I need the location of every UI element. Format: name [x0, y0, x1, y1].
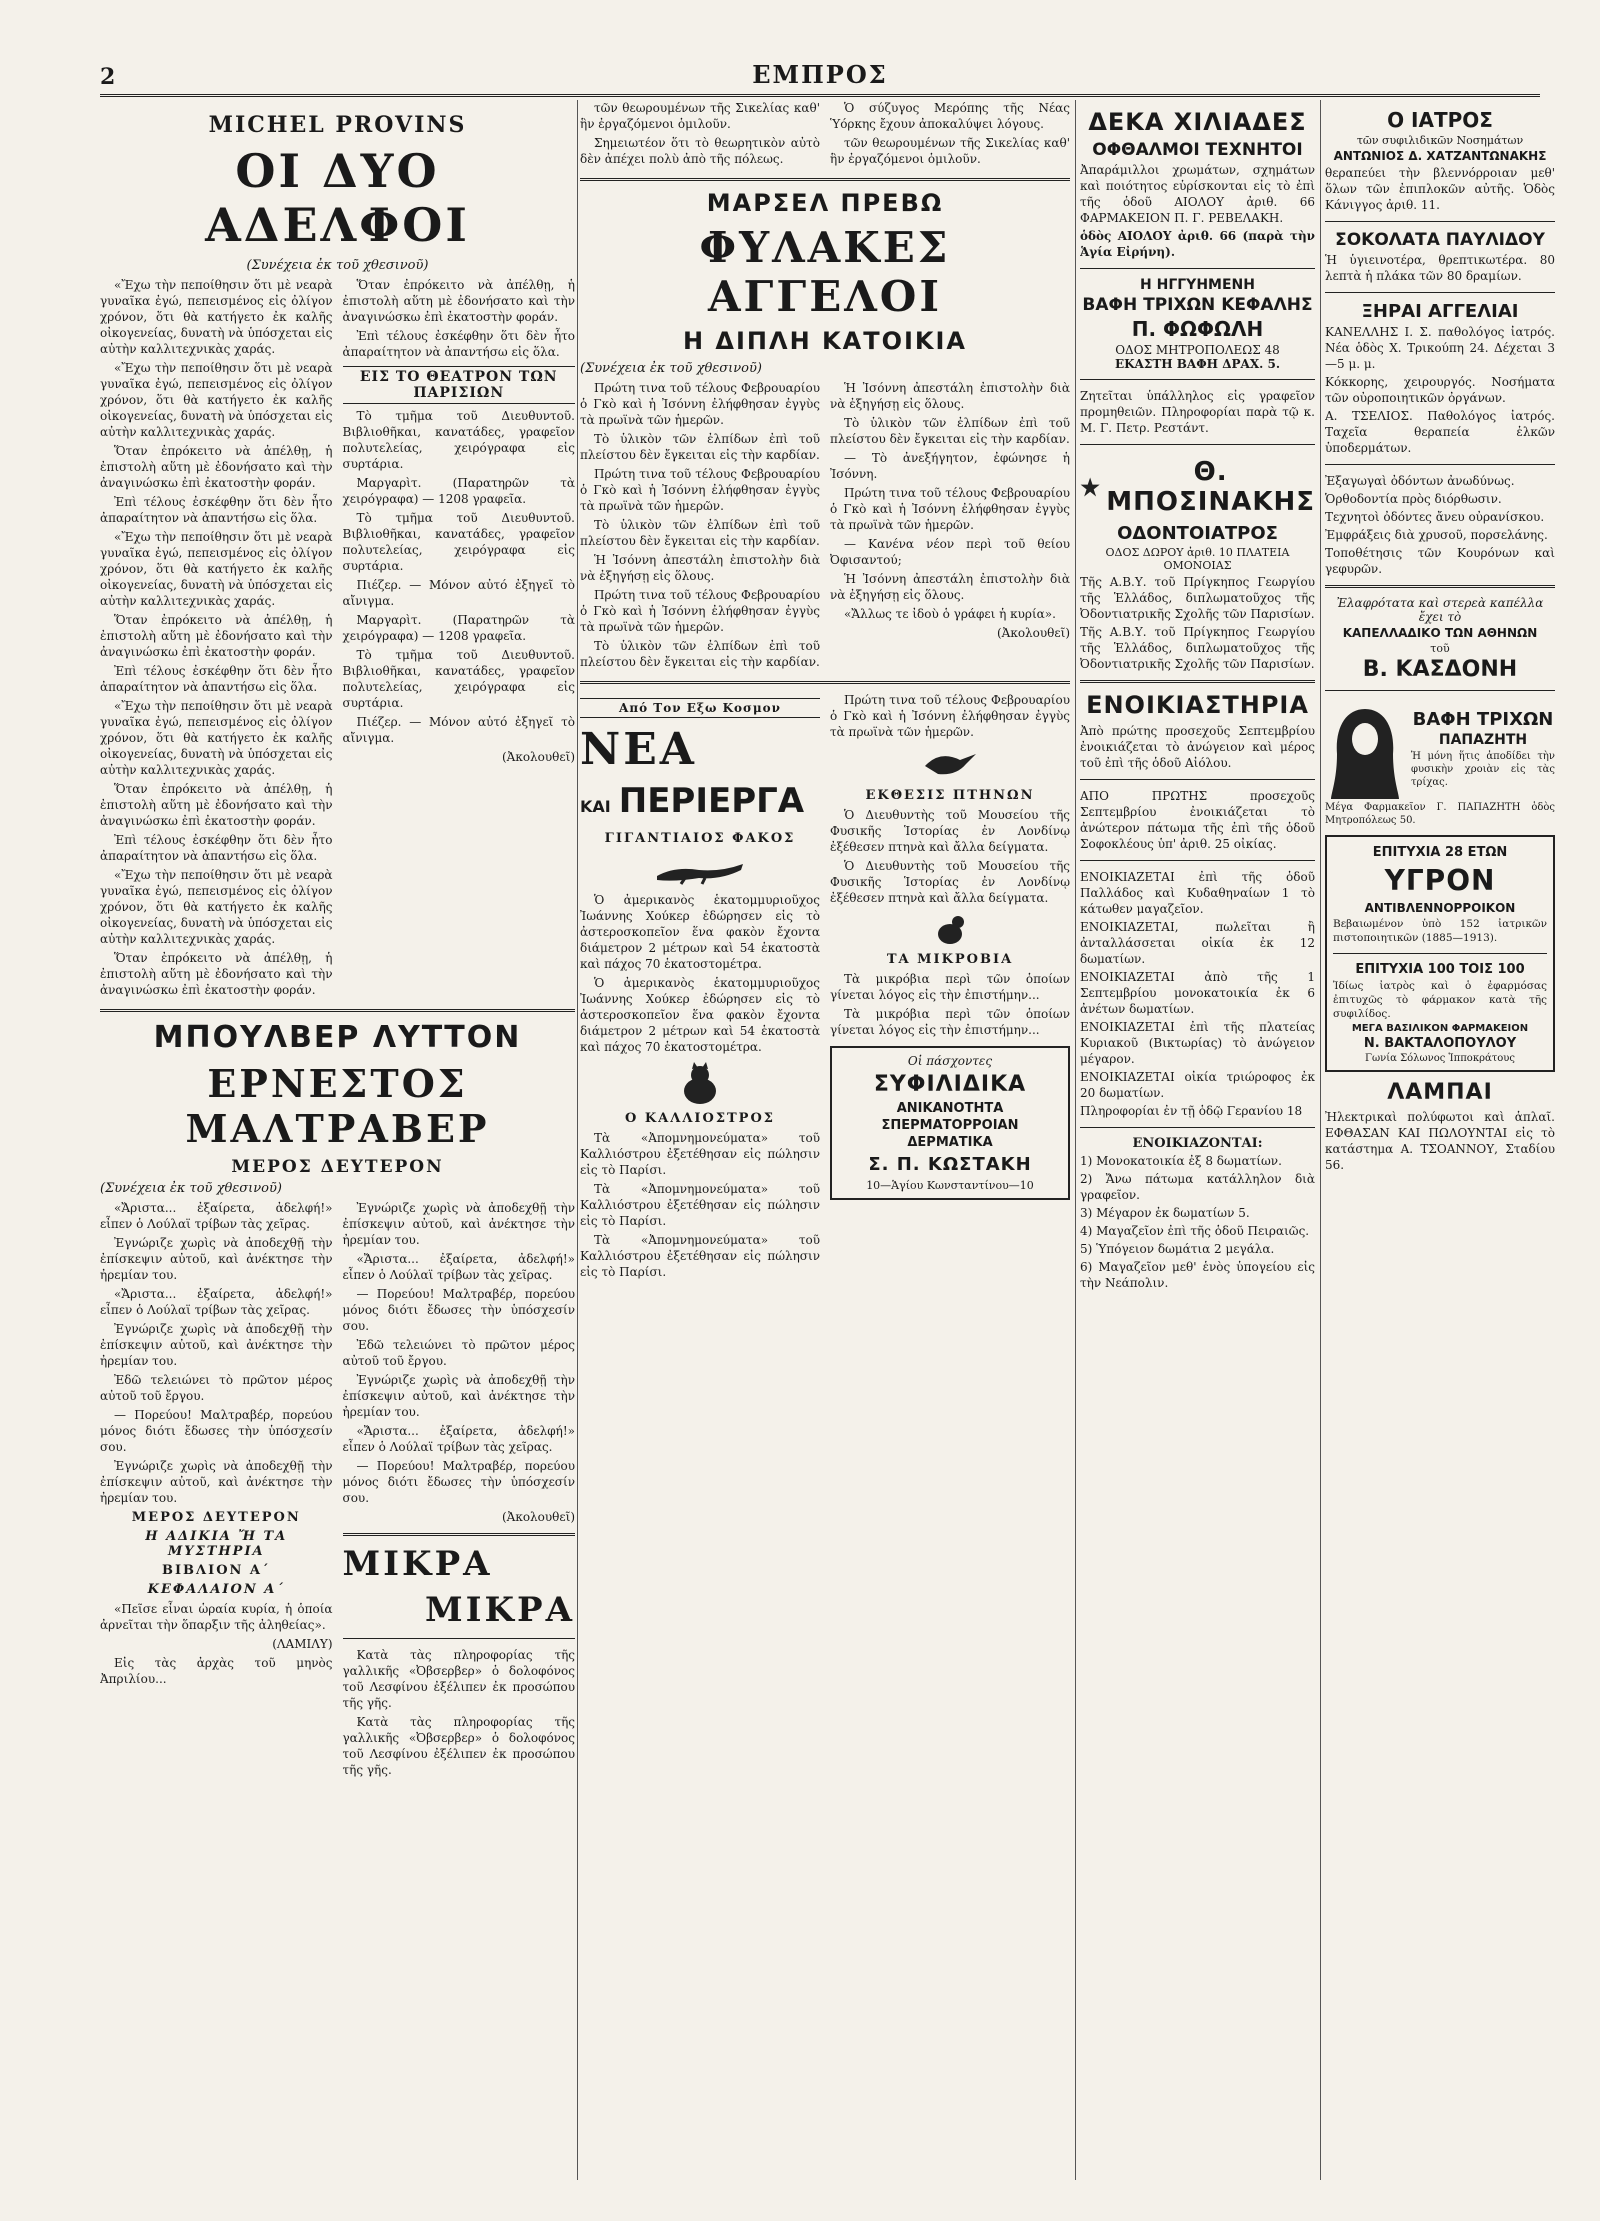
- ad-address: 10—Ἁγίου Κωνσταντίνου—10: [866, 1179, 1034, 1192]
- paragraph: Σημειωτέον ὅτι τὸ θεωρητικὸν αὐτὸ δὲν ἀπέχει πολὺ ἀπὸ τῆς πόλεως.: [580, 136, 820, 166]
- news-item-text: Τὰ «Ἀπομνημονεύματα» τοῦ Καλλιόστρου ἐξετέθησαν εἰς πώλησιν εἰς τὸ Παρίσι.: [580, 1182, 820, 1228]
- novel-title: ΟΙ ΔΥΟ ΑΔΕΛΦΟΙ: [205, 144, 470, 252]
- rent-list-item: 6) Μαγαζεῖον μεθ' ἑνὸς ὑπογείου εἰς τὴν Νεάπολιν.: [1080, 1260, 1315, 1290]
- rent-list-item: 3) Μέγαρον ἐκ δωματίων 5.: [1080, 1206, 1250, 1220]
- paragraph: Ἐπὶ τέλους ἐσκέφθην ὅτι δὲν ἦτο ἀπαραίτητον νὰ ἀπαντήσω εἰς ὅλα.: [100, 833, 333, 863]
- hat-ad-of: τοῦ: [1430, 642, 1450, 655]
- remedy-pre: ΕΠΙΤΥΧΙΑ 28 ΕΤΩΝ: [1372, 845, 1508, 860]
- paragraph: Πρώτη τινα τοῦ τέλους Φεβρουαρίου ὁ Γκὸ καὶ ἡ Ἰσόννη ἐλήφθησαν ἐγγὺς τὰ πρωϊνὰ τῶν ἡμερῶν.: [580, 381, 820, 427]
- ad-sub: ΑΝΙΚΑΝΟΤΗΤΑ: [896, 1101, 1004, 1116]
- paragraph: Ἐδῶ τελειώνει τὸ πρῶτον μέρος αὐτοῦ τοῦ ἔργου.: [100, 1373, 333, 1403]
- paragraph: Πρώτη τινα τοῦ τέλους Φεβρουαρίου ὁ Γκὸ καὶ ἡ Ἰσόννη ἐλήφθησαν ἐγγὺς τὰ πρωϊνὰ τῶν ἡμερῶν.: [580, 467, 820, 513]
- classified-text: Α. ΤΣΕΛΙΟΣ. Παθολόγος ἰατρός. Ταχεῖα θεραπεία ἑλκῶν ὑποδερμάτων.: [1325, 409, 1555, 455]
- to-be-continued: (Ἀκολουθεῖ): [501, 750, 575, 764]
- hairdye-ad-price: ΕΚΑΣΤΗ ΒΑΦΗ ΔΡΑΧ. 5.: [1114, 357, 1281, 371]
- news-item-text: Ὁ Διευθυντὴς τοῦ Μουσείου τῆς Φυσικῆς Ἱστορίας ἐν Λονδίνῳ ἐξέθεσεν πτηνὰ καὶ ἄλλα δείγματα.: [830, 859, 1070, 905]
- paragraph: — Πορεύου! Μαλτραβέρ, πορεύου μόνος διότι ἔδωσες τὴν ὑπόσχεσίν σου.: [100, 1408, 333, 1454]
- paragraph: Εἰς τὰς ἀρχὰς τοῦ μηνὸς Ἀπριλίου...: [100, 1656, 333, 1686]
- success-title: ΕΠΙΤΥΧΙΑ 100 ΤΟΙΣ 100: [1355, 962, 1525, 977]
- serial-author: ΜΠΟΥΛΒΕΡ ΛΥΤΤΟΝ: [153, 1020, 522, 1055]
- section-heading: Από Τον Εξω Κοσμον: [580, 698, 820, 718]
- dentist-text: Τῆς Α.Β.Υ. τοῦ Πρίγκηπος Γεωργίου τῆς Ἑλλάδος, διπλωματοῦχος τῆς Ὀδοντιατρικῆς Σχολῆς τῶν Παρισίων.: [1080, 575, 1315, 621]
- remedy-sub: ΑΝΤΙΒΛΕΝΝΟΡΡΟΙΚΟΝ: [1364, 901, 1516, 915]
- paragraph: Ἐδῶ τελειώνει τὸ πρῶτον μέρος αὐτοῦ τοῦ ἔργου.: [342, 1338, 575, 1368]
- serial-title: ΕΡΝΕΣΤΟΣ ΜΑΛΤΡΑΒΕΡ: [185, 1061, 490, 1151]
- news-item-text: Τὰ μικρόβια περὶ τῶν ὁποίων γίνεται λόγος εἰς τὴν ἐπιστήμην...: [830, 972, 1070, 1002]
- paragraph: «Ἄριστα... ἐξαίρετα, ἀδελφή!» εἶπεν ὁ Λούλαϊ τρίβων τὰς χεῖρας.: [342, 1252, 575, 1282]
- news-item-heading: ΤΑ ΜΙΚΡΟΒΙΑ: [886, 952, 1014, 967]
- paragraph: «Ἔχω τὴν πεποίθησιν ὅτι μὲ νεαρὰ γυναῖκα ἐγώ, πεπεισμένος εἰς ὀλίγον χρόνον, ὅτι θὰ κατήγετο ἐκ καλῆς οἰκογενείας, δυνατὴ νὰ ὑπόσχεται εἰς αὐτὴν καλλιτεχνικὰς χαράς.: [100, 361, 333, 439]
- paragraph: «Ἔχω τὴν πεποίθησιν ὅτι μὲ νεαρὰ γυναῖκα ἐγώ, πεπεισμένος εἰς ὀλίγον χρόνον, ὅτι θὰ κατήγετο ἐκ καλῆς οἰκογενείας, δυνατὴ νὰ ὑπόσχεται εἰς αὐτὴν καλλιτεχνικὰς χαράς.: [100, 278, 333, 356]
- hat-ad-name: Β. ΚΑΣΔΟΝΗ: [1362, 657, 1518, 682]
- news-item-text: Τὰ «Ἀπομνημονεύματα» τοῦ Καλλιόστρου ἐξετέθησαν εἰς πώλησιν εἰς τὸ Παρίσι.: [580, 1233, 820, 1279]
- remedy-text: Βεβαιωμένον ὑπὸ 152 ἰατρικῶν πιστοποιητικῶν (1885—1913).: [1333, 918, 1547, 944]
- column-4: [1325, 100, 1555, 2180]
- paragraph: — Τὸ ἀνεξήγητον, ἐφώνησε ἡ Ἰσόννη.: [830, 451, 1070, 481]
- dental-item: Ἐμφράξεις διὰ χρυσοῦ, πορσελάνης.: [1325, 528, 1548, 542]
- eyes-ad-title: ΔΕΚΑ ΧΙΛΙΑΔΕΣ: [1088, 108, 1307, 136]
- hairdye-ad-name: Π. ΦΩΦΩΛΗ: [1131, 317, 1264, 341]
- book-number: ΒΙΒΛΙΟΝ Α΄: [161, 1563, 271, 1578]
- paragraph: Ἡ Ἰσόννη ἀπεστάλη ἐπιστολὴν διὰ νὰ ἐξηγήσῃ εἰς ὅλους.: [580, 553, 820, 583]
- paragraph: Τὸ ὑλικὸν τῶν ἐλπίδων ἐπὶ τοῦ πλείστου δὲν ἔγκειται εἰς τὴν καρδίαν.: [580, 432, 820, 462]
- paragraph: Ὅταν ἐπρόκειτο νὰ ἀπέλθῃ, ἡ ἐπιστολὴ αὕτη μὲ ἐδονήσατο καὶ τὴν ἀναγινώσκω ἐπὶ ἐκατοστὴν φοράν.: [100, 951, 333, 997]
- rentals-heading: ΕΝΟΙΚΙΑΣΤΗΡΙΑ: [1086, 691, 1309, 719]
- doctor-ad-pre: τῶν συφιλιδικῶν Νοσημάτων: [1356, 134, 1524, 147]
- remedy-ad: [1325, 835, 1555, 1072]
- news-item-text: Τὰ «Ἀπομνημονεύματα» τοῦ Καλλιόστρου ἐξετέθησαν εἰς πώλησιν εἰς τὸ Παρίσι.: [580, 1131, 820, 1177]
- paragraph: Ἐγνώριζε χωρὶς νὰ ἀποδεχθῇ τὴν ἐπίσκεψιν αὐτοῦ, καὶ ἀνέκτησε τὴν ἠρεμίαν του.: [342, 1201, 575, 1247]
- hairdye-ad-title: Η ΗΓΓΥΗΜΕΝΗ: [1140, 277, 1255, 293]
- column-3: [1080, 100, 1315, 2180]
- rental-item: ΕΝΟΙΚΙΑΖΕΤΑΙ ἐπὶ τῆς πλατείας Κυριακοῦ (Βικτωρίας) τὸ ἀνώγειον μέγαρον.: [1080, 1020, 1315, 1066]
- paragraph: Ὁ σύζυγος Μερόπης τῆς Νέας Ὑόρκης ἔχουν ἀποκαλύψει λόγους.: [830, 101, 1070, 131]
- paragraph: Ἡ Ἰσόννη ἀπεστάλη ἐπιστολὴν διὰ νὰ ἐξηγήσῃ εἰς ὅλους.: [830, 381, 1070, 411]
- chick-illustration: [830, 912, 1070, 946]
- paragraph: Τὸ τμῆμα τοῦ Διευθυντοῦ. Βιβλιοθῆκαι, κανατάδες, γραφεῖον πολυτελείας, χειρόγραφα εἰς συρτάρια.: [342, 409, 575, 471]
- success-text: Ἰδίως ἰατρὸς καὶ ὁ ἐφαρμόσας ἐπιτυχῶς τὸ φάρμακον κατὰ τῆς συφιλίδος.: [1333, 980, 1547, 1020]
- paragraph: Ἐπὶ τέλους ἐσκέφθην ὅτι δὲν ἦτο ἀπαραίτητον νὰ ἀπαντήσω εἰς ὅλα.: [100, 495, 333, 525]
- paragraph: «Ἄριστα... ἐξαίρετα, ἀδελφή!» εἶπεν ὁ Λούλαϊ τρίβων τὰς χεῖρας.: [342, 1424, 575, 1454]
- paragraph: Ἐγνώριζε χωρὶς νὰ ἀποδεχθῇ τὴν ἐπίσκεψιν αὐτοῦ, καὶ ἀνέκτησε τὴν ἠρεμίαν του.: [100, 1322, 333, 1368]
- paragraph: Ὅταν ἐπρόκειτο νὰ ἀπέλθῃ, ἡ ἐπιστολὴ αὕτη μὲ ἐδονήσατο καὶ τὴν ἀναγινώσκω ἐπὶ ἐκατοστὴν φοράν.: [100, 782, 333, 828]
- ad-pre: Οἱ πάσχοντες: [907, 1054, 993, 1068]
- hairdye-title: ΒΑΦΗ ΤΡΙΧΩΝ: [1412, 709, 1554, 730]
- paragraph: — Κανένα νέον περὶ τοῦ θείου Ὀφισαντού;: [830, 537, 1070, 567]
- continued-note: (Συνέχεια ἐκ τοῦ χθεσινοῦ): [246, 258, 429, 273]
- paragraph: Πρώτη τινα τοῦ τέλους Φεβρουαρίου ὁ Γκὸ καὶ ἡ Ἰσόννη ἐλήφθησαν ἐγγὺς τὰ πρωϊνὰ τῶν ἡμερῶν.: [580, 588, 820, 634]
- novel-title: ΦΥΛΑΚΕΣ ΑΓΓΕΛΟΙ: [699, 223, 951, 321]
- paragraph: «Ἄριστα... ἐξαίρετα, ἀδελφή!» εἶπεν ὁ Λούλαϊ τρίβων τὰς χεῖρας.: [100, 1287, 333, 1317]
- paragraph: Μαργαρὶτ. (Παρατηρῶν τὰ χειρόγραφα) — 1208 γραφεῖα.: [342, 476, 575, 506]
- wanted-ad: Ζητεῖται ὑπάλληλος εἰς γραφεῖον προμηθειῶν. Πληροφορίαι παρὰ τῷ κ. Μ. Γ. Πετρ. Ρεστάντ.: [1080, 389, 1315, 435]
- hairdye-text: Ἡ μόνη ἥτις ἀποδίδει τὴν φυσικὴν χροιὰν εἰς τὰς τρίχας.: [1411, 751, 1555, 788]
- paragraph: Ὅταν ἐπρόκειτο νὰ ἀπέλθῃ, ἡ ἐπιστολὴ αὕτη μὲ ἐδονήσατο καὶ τὴν ἀναγινώσκω ἐπὶ ἐκατοστὴν φοράν.: [100, 444, 333, 490]
- mikra-heading-2: ΜΙΚΡΑ: [424, 1590, 575, 1630]
- pharmacy-title: ΜΕΓΑ ΒΑΣΙΛΙΚΟΝ ΦΑΡΜΑΚΕΙΟΝ: [1351, 1023, 1529, 1034]
- epigraph-author: (ΛΑΜΙΛΥ): [272, 1637, 333, 1651]
- chocolate-ad-title: ΣΟΚΟΛΑΤΑ ΠΑΥΛΙΔΟΥ: [1335, 230, 1545, 250]
- continued-note: (Συνέχεια ἐκ τοῦ χθεσινοῦ): [100, 1181, 282, 1196]
- paragraph: Ἐγνώριζε χωρὶς νὰ ἀποδεχθῇ τὴν ἐπίσκεψιν αὐτοῦ, καὶ ἀνέκτησε τὴν ἠρεμίαν του.: [100, 1236, 333, 1282]
- two-col-text: [100, 277, 575, 1001]
- to-be-continued: (Ἀκολουθεῖ): [996, 626, 1070, 640]
- dentist-text: Τῆς Α.Β.Υ. τοῦ Πρίγκηπος Γεωργίου τῆς Ἑλλάδος, διπλωματοῦχος τῆς Ὀδοντιατρικῆς Σχολῆς τῶν Παρισίων.: [1080, 625, 1315, 671]
- paragraph: Ἐγνώριζε χωρὶς νὰ ἀποδεχθῇ τὴν ἐπίσκεψιν αὐτοῦ, καὶ ἀνέκτησε τὴν ἠρεμίαν του.: [100, 1459, 333, 1505]
- hairdye-ad-address: ΟΔΟΣ ΜΗΤΡΟΠΟΛΕΩΣ 48: [1115, 343, 1280, 357]
- woman-portrait-icon: [1325, 699, 1405, 799]
- theatre-heading: ΕΙΣ ΤΟ ΘΕΑΤΡΟΝ ΤΩΝ ΠΑΡΙΣΙΩΝ: [343, 366, 576, 404]
- news-item-heading: Ο ΚΑΛΛΙΟΣΤΡΟΣ: [625, 1111, 775, 1126]
- chapter-heading: ΚΕΦΑΛΑΙΟΝ Α΄: [147, 1582, 285, 1597]
- pharmacy-address: Γωνία Σόλωνος Ἱπποκράτους: [1365, 1053, 1515, 1064]
- doctor-ad-title: Ο ΙΑΤΡΟΣ: [1387, 108, 1493, 132]
- ad-doctor: Σ. Π. ΚΩΣΤΑΚΗ: [868, 1154, 1032, 1175]
- paragraph: Κατὰ τὰς πληροφορίας τῆς γαλλικῆς «Ὀβσερβερ» ὁ δολοφόνος τοῦ Λεσφίνου ἐξέλιπεν ἐκ προσώπου τῆς γῆς.: [342, 1715, 575, 1777]
- dentist-name: Θ. ΜΠΟΣΙΝΑΚΗΣ: [1106, 457, 1315, 517]
- paragraph: Κατὰ τὰς πληροφορίας τῆς γαλλικῆς «Ὀβσερβερ» ὁ δολοφόνος τοῦ Λεσφίνου ἐξέλιπεν ἐκ προσώπου τῆς γῆς.: [342, 1648, 575, 1710]
- hat-ad-pre: Ἐλαφρότατα καὶ στερεὰ καπέλλα ἔχει τὸ: [1336, 596, 1544, 624]
- eyes-ad-address: ὁδὸς ΑΙΟΛΟΥ ἀριθ. 66 (παρὰ τὴν Ἁγία Εἰρήνη).: [1080, 229, 1315, 259]
- rental-item: ΕΝΟΙΚΙΑΖΕΤΑΙ ἐπὶ τῆς ὁδοῦ Παλλάδος καὶ Κυδαθηναίων 1 τὸ κάτωθεν μαγαζεῖον.: [1080, 870, 1315, 916]
- column-2: [580, 100, 1070, 2180]
- column-divider: [577, 100, 578, 2180]
- two-col-text: [100, 1200, 575, 1781]
- lamps-title: ΛΑΜΠΑΙ: [1387, 1080, 1493, 1105]
- classifieds-heading: ΞΗΡΑΙ ΑΓΓΕΛΙΑΙ: [1361, 301, 1519, 322]
- eyes-ad-sub: ΟΦΘΑΛΜΟΙ ΤΕΧΝΗΤΟΙ: [1092, 140, 1303, 160]
- dentist-address: ΟΔΟΣ ΔΩΡΟΥ ἀριθ. 10 ΠΛΑΤΕΙΑ ΟΜΟΝΟΙΑΣ: [1105, 546, 1290, 572]
- syphilis-ad: [830, 1046, 1070, 1200]
- paragraph: — Πορεύου! Μαλτραβέρ, πορεύου μόνος διότι ἔδωσες τὴν ὑπόσχεσίν σου.: [342, 1287, 575, 1333]
- dental-item: Ἐξαγωγαὶ ὀδόντων ἀνωδύνως.: [1325, 474, 1515, 488]
- dentist-sub: ΟΔΟΝΤΟΙΑΤΡΟΣ: [1117, 523, 1278, 544]
- paragraph: τῶν θεωρουμένων τῆς Σικελίας καθ' ἣν ἐργαζόμενοι ὁμιλοῦν.: [830, 136, 1070, 166]
- two-col-text: [580, 380, 1070, 673]
- to-be-continued: (Ἀκολουθεῖ): [501, 1510, 575, 1524]
- dentist-ad-header: [1080, 453, 1315, 521]
- paragraph: Ἐπὶ τέλους ἐσκέφθην ὅτι δὲν ἦτο ἀπαραίτητον νὰ ἀπαντήσω εἰς ὅλα.: [100, 664, 333, 694]
- paragraph: Ἐπὶ τέλους ἐσκέφθην ὅτι δὲν ἦτο ἀπαραίτητον νὰ ἀπαντήσω εἰς ὅλα.: [342, 329, 575, 359]
- paragraph: Τὸ ὑλικὸν τῶν ἐλπίδων ἐπὶ τοῦ πλείστου δὲν ἔγκειται εἰς τὴν καρδίαν.: [580, 518, 820, 548]
- dental-item: Τεχνητοὶ ὀδόντες ἄνευ οὐρανίσκου.: [1325, 510, 1545, 524]
- hairdye-ad-2: [1325, 699, 1555, 799]
- page-number: 2: [100, 64, 116, 90]
- rent-list-item: 4) Μαγαζεῖον ἐπὶ τῆς ὁδοῦ Πειραιῶς.: [1080, 1224, 1310, 1238]
- column-divider: [1320, 100, 1321, 2180]
- masthead: [100, 60, 1540, 97]
- news-item-heading: ΓΙΓΑΝΤΙΑΙΟΣ ΦΑΚΟΣ: [604, 831, 796, 846]
- news-item-text: Ὁ ἀμερικανὸς ἑκατομμυριοῦχος Ἰωάννης Χούκερ ἐδώρησεν εἰς τὸ ἀστεροσκοπεῖον ἕνα φακὸν ἔχοντα διάμετρον 2 μέτρων καὶ 54 ἑκατοστὰ καὶ πάχος 70 ἑκατοστομέτρα.: [580, 976, 820, 1054]
- book-heading: Η ΑΔΙΚΙΑ Ἤ ΤΑ ΜΥΣΤΗΡΙΑ: [145, 1529, 288, 1559]
- crocodile-illustration: [580, 852, 820, 886]
- column-1: [100, 100, 575, 2180]
- doctor-ad-text: θεραπεύει τὴν βλεννόρροιαν μεθ' ὅλων τῶν ἐπιπλοκῶν αὐτῆς. Ὁδὸς Κάνιγγος ἀριθ. 11.: [1325, 166, 1555, 212]
- paragraph: Τὸ ὑλικὸν τῶν ἐλπίδων ἐπὶ τοῦ πλείστου δὲν ἔγκειται εἰς τὴν καρδίαν.: [830, 416, 1070, 446]
- two-col-text: [580, 692, 1070, 1283]
- chocolate-ad-text: Ἡ ὑγιεινοτέρα, θρεπτικωτέρα. 80 λεπτὰ ἡ πλάκα τῶν 80 δραμίων.: [1325, 253, 1555, 283]
- paragraph: Ὅταν ἐπρόκειτο νὰ ἀπέλθῃ, ἡ ἐπιστολὴ αὕτη μὲ ἐδονήσατο καὶ τὴν ἀναγινώσκω ἐπὶ ἐκατοστὴν φοράν.: [100, 613, 333, 659]
- novel-author: ΜΑΡΣΕΛ ΠΡΕΒΩ: [706, 189, 944, 217]
- novel-subtitle: Η ΔΙΠΛΗ ΚΑΤΟΙΚΙΑ: [682, 327, 968, 355]
- paragraph: Τὸ τμῆμα τοῦ Διευθυντοῦ. Βιβλιοθῆκαι, κανατάδες, γραφεῖον πολυτελείας, χειρόγραφα εἰς συρτάρια.: [342, 648, 575, 710]
- dental-item: Ὁρθοδοντία πρὸς διόρθωσιν.: [1325, 492, 1502, 506]
- mikra-heading: ΜΙΚΡΑ: [342, 1544, 493, 1584]
- rental-item: ΕΝΟΙΚΙΑΖΕΤΑΙ ἀπὸ τῆς 1 Σεπτεμβρίου μονοκατοικία ἐκ 6 ἀνέτων δωματίων.: [1080, 970, 1315, 1016]
- paragraph: Τὸ τμῆμα τοῦ Διευθυντοῦ. Βιβλιοθῆκαι, κανατάδες, γραφεῖον πολυτελείας, χειρόγραφα εἰς συρτάρια.: [342, 511, 575, 573]
- paragraph: Πιέζερ. — Μόνον αὐτό ἐξηγεῖ τὸ αἴνιγμα.: [342, 578, 575, 608]
- paragraph: Πρώτη τινα τοῦ τέλους Φεβρουαρίου ὁ Γκὸ καὶ ἡ Ἰσόννη ἐλήφθησαν ἐγγὺς τὰ πρωϊνὰ τῶν ἡμερῶν.: [830, 693, 1070, 739]
- rental-item: ΕΝΟΙΚΙΑΖΕΤΑΙ, πωλεῖται ἢ ἀνταλλάσσεται οἰκία ἐκ 12 δωματίων.: [1080, 920, 1315, 966]
- part-heading: ΜΕΡΟΣ ΔΕΥΤΕΡΟΝ: [131, 1510, 301, 1525]
- star-ornament-icon: [1080, 470, 1100, 504]
- ad-sub: ΔΕΡΜΑΤΙΚΑ: [907, 1135, 993, 1150]
- hairdye-ad-sub: ΒΑΦΗ ΤΡΙΧΩΝ ΚΕΦΑΛΗΣ: [1082, 295, 1313, 315]
- lamps-text: Ἠλεκτρικαὶ πολύφωτοι καὶ ἁπλαῖ. ΕΦΘΑΣΑΝ ΚΑΙ ΠΩΛΟΥΝΤΑΙ εἰς τὸ κατάστημα Α. ΤΣΟΑΝΝΟΥ, Σταδίου 56.: [1325, 1110, 1555, 1172]
- paragraph: Τὸ ὑλικὸν τῶν ἐλπίδων ἐπὶ τοῦ πλείστου δὲν ἔγκειται εἰς τὴν καρδίαν.: [580, 639, 820, 669]
- news-title: ΝΕΑ: [580, 724, 697, 775]
- rental-item: ΑΠΟ ΠΡΩΤΗΣ προσεχοῦς Σεπτεμβρίου ἐνοικιάζεται τὸ ἀνώτερον πάτωμα τῆς ἐπὶ τῆς ὁδοῦ Σοφοκλέους ὑπ' ἀριθ. 25 οἰκίας.: [1080, 789, 1315, 851]
- rental-item: Ἀπὸ πρώτης προσεχοῦς Σεπτεμβρίου ἐνοικιάζεται τὸ ἀνώγειον καὶ μέρος τοῦ ἐπὶ τῆς ὁδοῦ Αἰόλου.: [1080, 724, 1315, 770]
- dental-item: Τοποθέτησις τῶν Κουρόνων καὶ γεφυρῶν.: [1325, 546, 1555, 576]
- rental-item: ΕΝΟΙΚΙΑΖΕΤΑΙ οἰκία τριώροφος ἐκ 20 δωματίων.: [1080, 1070, 1315, 1100]
- doctor-ad-name: ΑΝΤΩΝΙΟΣ Δ. ΧΑΤΖΑΝΤΩΝΑΚΗΣ: [1333, 149, 1547, 163]
- rent-list-item: 1) Μονοκατοικία ἐξ 8 δωματίων.: [1080, 1154, 1282, 1168]
- serial-part: ΜΕΡΟΣ ΔΕΥΤΕΡΟΝ: [231, 1157, 444, 1177]
- paragraph: τῶν θεωρουμένων τῆς Σικελίας καθ' ἣν ἐργαζόμενοι ὁμιλοῦν.: [580, 101, 820, 131]
- paragraph: Ἡ Ἰσόννη ἀπεστάλη ἐπιστολὴν διὰ νὰ ἐξηγήσῃ εἰς ὅλους.: [830, 572, 1070, 602]
- hairdye-name: ΠΑΠΑΖΗΤΗ: [1438, 732, 1528, 748]
- eyes-ad-text: Ἀπαράμιλλοι χρωμάτων, σχημάτων καὶ ποιότητος εὑρίσκονται εἰς τὸ ἐπὶ τῆς ὁδοῦ ΑΙΟΛΟΥ ἀριθ. 66 ΦΑΡΜΑΚΕΙΟΝ Π. Γ. ΡΕΒΕΛΑΚΗ.: [1080, 163, 1315, 225]
- epigraph: «Πεῖσε εἶναι ὡραία κυρία, ἡ ὁποία ἀρνεῖται τὴν ὅπαρξιν τῆς ἀληθείας».: [100, 1602, 333, 1632]
- paragraph: Πιέζερ. — Μόνον αὐτό ἐξηγεῖ τὸ αἴνιγμα.: [342, 715, 575, 745]
- ad-sub: ΣΠΕΡΜΑΤΟΡΡΟΙΑΝ: [881, 1118, 1019, 1133]
- paragraph: Ἐγνώριζε χωρὶς νὰ ἀποδεχθῇ τὴν ἐπίσκεψιν αὐτοῦ, καὶ ἀνέκτησε τὴν ἠρεμίαν του.: [342, 1373, 575, 1419]
- paragraph: «Ἔχω τὴν πεποίθησιν ὅτι μὲ νεαρὰ γυναῖκα ἐγώ, πεπεισμένος εἰς ὀλίγον χρόνον, ὅτι θὰ κατήγετο ἐκ καλῆς οἰκογενείας, δυνατὴ νὰ ὑπόσχεται εἰς αὐτὴν καλλιτεχνικὰς χαράς.: [100, 868, 333, 946]
- rent-list-item: 5) Ὑπόγειον δωμάτια 2 μεγάλα.: [1080, 1242, 1275, 1256]
- news-title-2: ΠΕΡΙΕΡΓΑ: [618, 781, 805, 821]
- paragraph: «Ἄριστα... ἐξαίρετα, ἀδελφή!» εἶπεν ὁ Λούλαϊ τρίβων τὰς χεῖρας.: [100, 1201, 333, 1231]
- news-item-text: Ὁ ἀμερικανὸς ἑκατομμυριοῦχος Ἰωάννης Χούκερ ἐδώρησεν εἰς τὸ ἀστεροσκοπεῖον ἕνα φακὸν ἔχοντα διάμετρον 2 μέτρων καὶ 54 ἑκατοστὰ καὶ πάχος 70 ἑκατοστομέτρα.: [580, 893, 820, 971]
- hairdye-address: Μέγα Φαρμακεῖον Γ. ΠΑΠΑΖΗΤΗ ὁδὸς Μητροπόλεως 50.: [1325, 802, 1555, 826]
- paragraph: «Ἔχω τὴν πεποίθησιν ὅτι μὲ νεαρὰ γυναῖκα ἐγώ, πεπεισμένος εἰς ὀλίγον χρόνον, ὅτι θὰ κατήγετο ἐκ καλῆς οἰκογενείας, δυνατὴ νὰ ὑπόσχεται εἰς αὐτὴν καλλιτεχνικὰς χαράς.: [100, 699, 333, 777]
- paragraph: Μαργαρὶτ. (Παρατηρῶν τὰ χειρόγραφα) — 1208 γραφεῖα.: [342, 613, 575, 643]
- paragraph: — Πορεύου! Μαλτραβέρ, πορεύου μόνος διότι ἔδωσες τὴν ὑπόσχεσίν σου.: [342, 1459, 575, 1505]
- paragraph: Ὅταν ἐπρόκειτο νὰ ἀπέλθῃ, ἡ ἐπιστολὴ αὕτη μὲ ἐδονήσατο καὶ τὴν ἀναγινώσκω ἐπὶ ἐκατοστὴν φοράν.: [342, 278, 575, 324]
- rent-list-item: 2) Ἄνω πάτωμα κατάλληλον διὰ γραφεῖον.: [1080, 1172, 1315, 1202]
- news-and: ΚΑΙ: [580, 797, 611, 816]
- paragraph: «Ἄλλως τε ἰδοὺ ὁ γράφει ἡ κυρία».: [844, 607, 1056, 621]
- newspaper-title: ΕΜΠΡΟΣ: [752, 60, 888, 89]
- paragraph: «Ἔχω τὴν πεποίθησιν ὅτι μὲ νεαρὰ γυναῖκα ἐγώ, πεπεισμένος εἰς ὀλίγον χρόνον, ὅτι θὰ κατήγετο ἐκ καλῆς οἰκογενείας, δυνατὴ νὰ ὑπόσχεται εἰς αὐτὴν καλλιτεχνικὰς χαράς.: [100, 530, 333, 608]
- rent-list-heading: ΕΝΟΙΚΙΑΖΟΝΤΑΙ:: [1132, 1136, 1263, 1151]
- news-item-heading: ΕΚΘΕΣΙΣ ΠΤΗΝΩΝ: [865, 788, 1035, 803]
- news-item-text: Ὁ Διευθυντὴς τοῦ Μουσείου τῆς Φυσικῆς Ἱστορίας ἐν Λονδίνῳ ἐξέθεσεν πτηνὰ καὶ ἄλλα δείγματα.: [830, 808, 1070, 854]
- cat-illustration: [580, 1061, 820, 1105]
- hat-ad-title: ΚΑΠΕΛΛΑΔΙΚΟ ΤΩΝ ΑΘΗΝΩΝ: [1342, 626, 1538, 640]
- column-divider: [1075, 100, 1076, 2180]
- paragraph: Πρώτη τινα τοῦ τέλους Φεβρουαρίου ὁ Γκὸ καὶ ἡ Ἰσόννη ἐλήφθησαν ἐγγὺς τὰ πρωϊνὰ τῶν ἡμερῶν.: [830, 486, 1070, 532]
- classified-text: Κόκκορης, χειρουργός. Νοσήματα τῶν οὐροποιητικῶν ὀργάνων.: [1325, 375, 1555, 405]
- classified-text: ΚΑΝΕΛΛΗΣ Ι. Σ. παθολόγος ἰατρός. Νέα ὁδὸς Χ. Τρικούπη 24. Δέχεται 3—5 μ. μ.: [1325, 325, 1555, 371]
- two-col-text: [580, 100, 1070, 170]
- rental-item: Πληροφορίαι ἐν τῇ ὁδῷ Γερανίου 18: [1080, 1104, 1303, 1118]
- pharmacy-name: Ν. ΒΑΚΤΑΛΟΠΟΥΛΟΥ: [1363, 1036, 1517, 1051]
- novel-author: MICHEL PROVINS: [208, 112, 467, 138]
- continued-note: (Συνέχεια ἐκ τοῦ χθεσινοῦ): [580, 361, 762, 376]
- bird-illustration: [830, 746, 1070, 782]
- ad-title: ΣΥΦΙΛΙΔΙΚΑ: [873, 1072, 1027, 1097]
- news-item-text: Τὰ μικρόβια περὶ τῶν ὁποίων γίνεται λόγος εἰς τὴν ἐπιστήμην...: [830, 1007, 1070, 1037]
- remedy-title: ΥΓΡΟΝ: [1384, 864, 1496, 897]
